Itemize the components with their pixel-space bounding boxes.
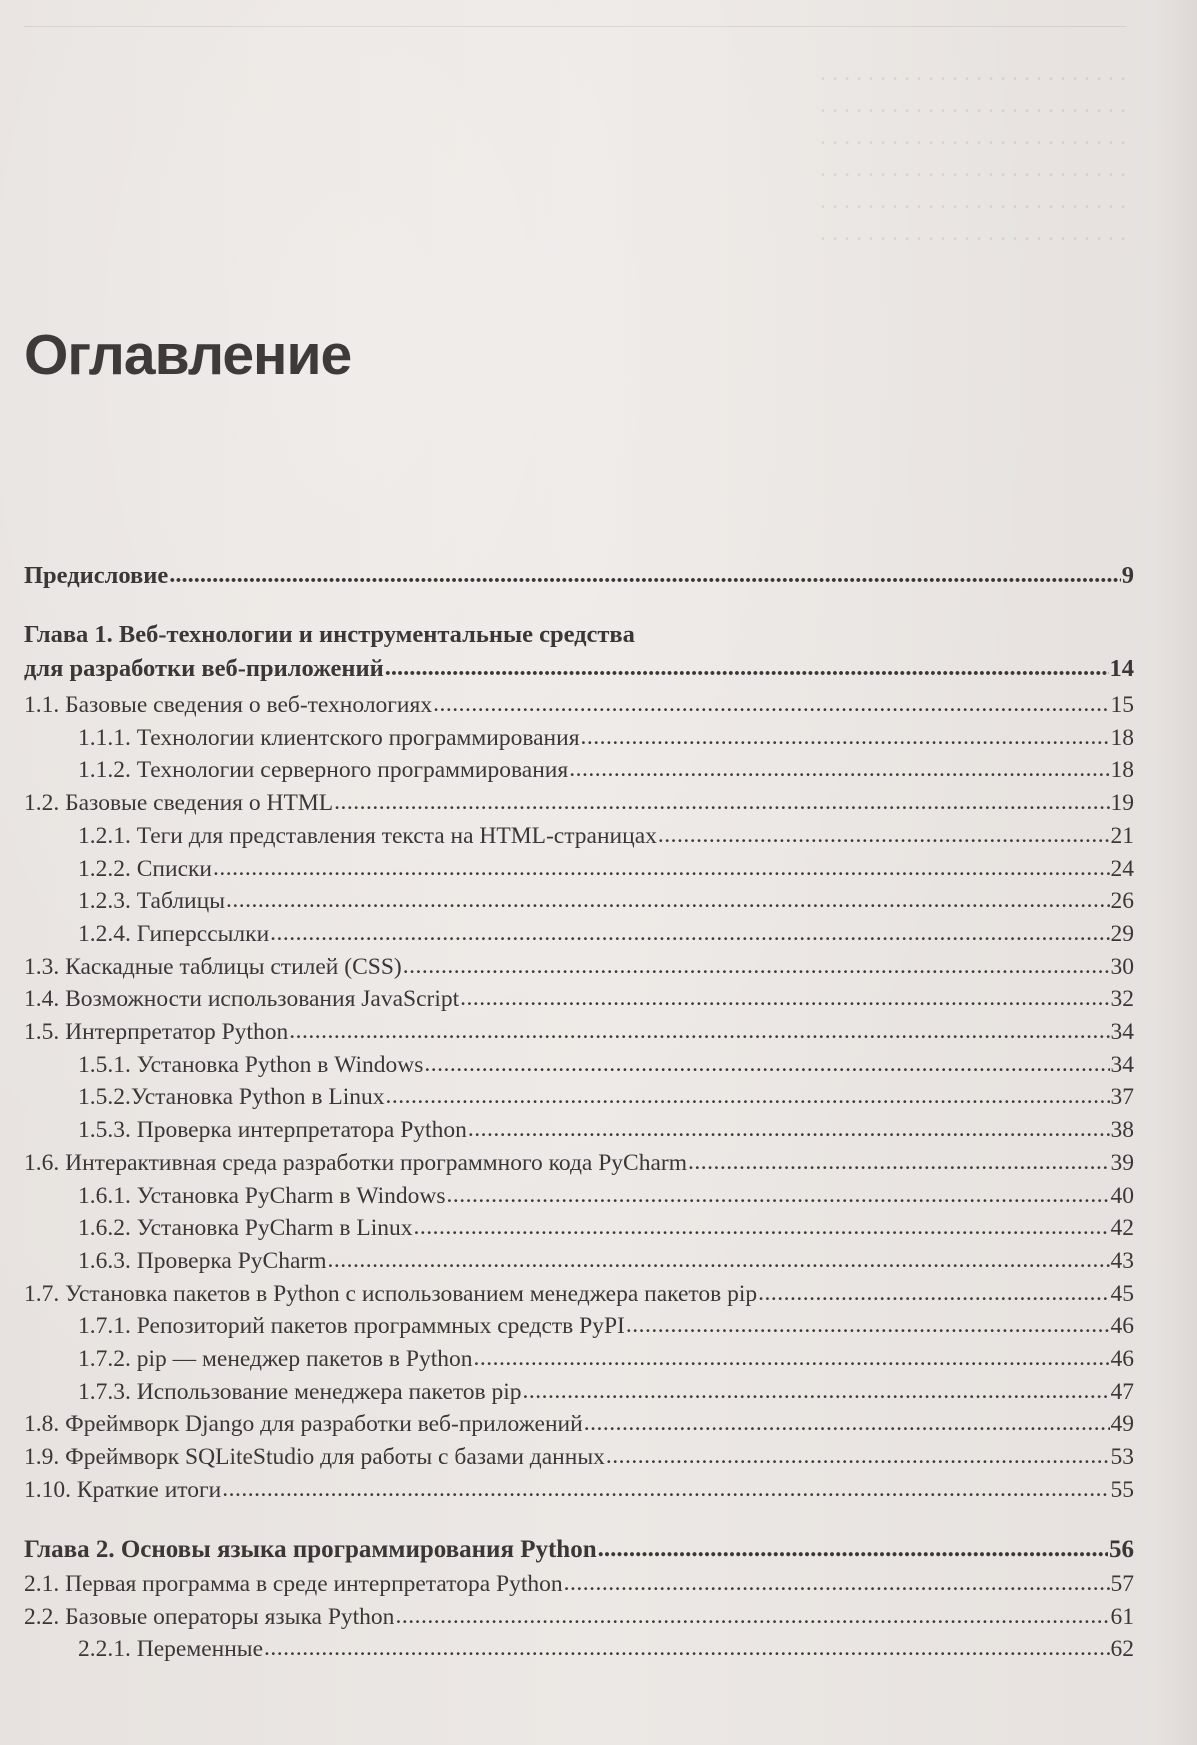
leader-dots bbox=[395, 1601, 1109, 1631]
leader-dots bbox=[523, 1376, 1110, 1406]
toc-entry[interactable] bbox=[24, 1409, 1134, 1439]
leader-dots bbox=[447, 1180, 1110, 1210]
toc-entry-label: 1.6.3. Проверка PyCharm bbox=[78, 1247, 327, 1274]
toc-entry-label: 1.6. Интерактивная среда разработки программного кода PyCharm bbox=[24, 1149, 688, 1176]
bleed-through-text: . . . . . . . . . . . . . . . . . . . . . . . . . . bbox=[820, 124, 1126, 150]
leader-dots bbox=[414, 1212, 1110, 1242]
toc-page-number: 14 bbox=[1109, 655, 1134, 682]
toc-entry-label: 1.5.1. Установка Python в Windows bbox=[78, 1051, 424, 1078]
toc-entry-label: 1.2. Базовые сведения о HTML bbox=[24, 790, 334, 817]
leader-dots bbox=[758, 1278, 1109, 1308]
toc-page-number: 37 bbox=[1110, 1084, 1134, 1111]
toc-page-number: 32 bbox=[1110, 986, 1134, 1013]
toc-entry[interactable] bbox=[24, 1017, 1134, 1047]
toc-entry-label: 1.5.2.Установка Python в Linux bbox=[78, 1084, 385, 1111]
page-edge-shadow bbox=[1157, 0, 1197, 1745]
toc-entry-label: 1.10. Краткие итоги bbox=[24, 1476, 222, 1503]
toc-entry-label: 1.6.1. Установка PyCharm в Windows bbox=[78, 1182, 446, 1209]
toc-entry[interactable] bbox=[78, 1115, 1134, 1145]
toc-page-number: 57 bbox=[1110, 1571, 1134, 1597]
toc-entry-label: 1.6.2. Установка PyCharm в Linux bbox=[78, 1215, 413, 1242]
leader-dots bbox=[385, 653, 1109, 683]
bleed-through-text: . . . . . . . . . . . . . . . . . . . . . . . . . . bbox=[820, 188, 1126, 214]
leader-dots bbox=[433, 689, 1109, 719]
toc-entry-label: 1.2.4. Гиперссылки bbox=[78, 920, 270, 947]
toc-entry[interactable] bbox=[24, 1148, 1134, 1178]
leader-dots bbox=[169, 560, 1121, 590]
toc-entry-label: 1.1. Базовые сведения о веб-технологиях bbox=[24, 692, 433, 718]
toc-entry[interactable] bbox=[24, 1442, 1134, 1472]
toc-page-number: 26 bbox=[1110, 888, 1134, 915]
toc-page-number: 45 bbox=[1110, 1280, 1134, 1307]
toc-entry[interactable] bbox=[78, 1082, 1134, 1112]
toc-entry-chapter-1[interactable] bbox=[24, 654, 1134, 684]
toc-page-number: 62 bbox=[1110, 1636, 1134, 1663]
leader-dots bbox=[460, 983, 1109, 1013]
toc-entry[interactable] bbox=[78, 1311, 1134, 1341]
toc-page-number: 29 bbox=[1110, 920, 1134, 947]
toc-entry-chapter-2[interactable] bbox=[24, 1535, 1134, 1565]
toc-page-number: 15 bbox=[1110, 692, 1134, 718]
leader-dots bbox=[264, 1633, 1109, 1663]
toc-page-number: 39 bbox=[1110, 1149, 1134, 1176]
toc-page-number: 43 bbox=[1110, 1247, 1134, 1274]
toc-entry[interactable] bbox=[78, 886, 1134, 916]
toc-entry[interactable] bbox=[24, 690, 1134, 720]
toc-entry-label: 1.2.2. Списки bbox=[78, 855, 213, 882]
leader-dots bbox=[334, 787, 1109, 817]
toc-entry-label: 1.7.3. Использование менеджера пакетов pip bbox=[78, 1378, 522, 1405]
toc-entry[interactable] bbox=[24, 788, 1134, 818]
toc-page-number: 34 bbox=[1110, 1051, 1134, 1078]
leader-dots bbox=[688, 1147, 1109, 1177]
leader-dots bbox=[213, 853, 1109, 883]
toc-entry-label: 1.8. Фреймворк Django для разработки веб-приложений bbox=[24, 1411, 583, 1438]
toc-page-number: 61 bbox=[1110, 1603, 1134, 1630]
toc-entry[interactable] bbox=[24, 1279, 1134, 1309]
leader-dots bbox=[226, 885, 1110, 915]
toc-entry[interactable] bbox=[78, 1050, 1134, 1080]
toc-entry[interactable] bbox=[24, 1602, 1134, 1632]
leader-dots bbox=[474, 1343, 1110, 1373]
toc-entry[interactable] bbox=[78, 1344, 1134, 1374]
leader-dots bbox=[222, 1474, 1109, 1504]
toc-entry-label: 2.1. Первая программа в среде интерпретатора Python bbox=[24, 1571, 563, 1597]
leader-dots bbox=[385, 1081, 1109, 1111]
toc-entry[interactable] bbox=[78, 854, 1134, 884]
toc-entry-label: 1.1.1. Технологии клиентского программирования bbox=[78, 724, 580, 751]
leader-dots bbox=[584, 1408, 1110, 1438]
toc-page-number: 30 bbox=[1110, 953, 1134, 980]
toc-entry-label: 2.2. Базовые операторы языка Python bbox=[24, 1603, 395, 1630]
toc-entry[interactable] bbox=[24, 1475, 1134, 1505]
toc-page-number: 55 bbox=[1110, 1476, 1134, 1503]
toc-page-number: 53 bbox=[1110, 1444, 1134, 1471]
toc-entry-label: 1.7.2. pip — менеджер пакетов в Python bbox=[78, 1346, 473, 1372]
toc-entry-label: 1.2.3. Таблицы bbox=[78, 888, 225, 915]
toc-entry[interactable] bbox=[78, 1213, 1134, 1243]
toc-entry-label: 1.5. Интерпретатор Python bbox=[24, 1019, 289, 1045]
toc-entry-label: 1.7. Установка пакетов в Python с использованием менеджера пакетов pip bbox=[24, 1280, 758, 1307]
toc-entry[interactable] bbox=[24, 1569, 1134, 1599]
toc-page-number: 21 bbox=[1110, 822, 1134, 849]
leader-dots bbox=[581, 722, 1110, 752]
toc-page-number: 38 bbox=[1110, 1117, 1134, 1144]
toc-page-number: 18 bbox=[1110, 724, 1134, 751]
toc-entry-label: 1.7.1. Репозиторий пакетов программных средств PyPI bbox=[78, 1313, 625, 1340]
toc-entry[interactable] bbox=[78, 723, 1134, 753]
toc-entry[interactable] bbox=[24, 984, 1134, 1014]
bleed-through-text: . . . . . . . . . . . . . . . . . . . . . . . . . . bbox=[820, 92, 1126, 118]
toc-page-number: 34 bbox=[1110, 1019, 1134, 1045]
leader-dots bbox=[564, 1568, 1110, 1598]
toc-page-number: 40 bbox=[1110, 1182, 1134, 1209]
toc-page-number: 9 bbox=[1121, 562, 1134, 589]
toc-page-number: 47 bbox=[1110, 1378, 1134, 1405]
toc-page-number: 24 bbox=[1110, 855, 1134, 882]
toc-entry[interactable] bbox=[24, 952, 1134, 982]
toc-entry-label: Предисловие bbox=[24, 562, 169, 589]
leader-dots bbox=[403, 951, 1110, 981]
toc-entry-label: 2.2.1. Переменные bbox=[78, 1636, 264, 1663]
chapter-1-title-line1[interactable]: Глава 1. Веб-технологии и инструментальные средства bbox=[24, 621, 635, 648]
leader-dots bbox=[658, 820, 1110, 850]
toc-page-number: 46 bbox=[1110, 1313, 1134, 1340]
bleed-through-text: . . . . . . . . . . . . . . . . . . . . . . . . . . bbox=[820, 60, 1126, 86]
toc-entry[interactable] bbox=[78, 1634, 1134, 1664]
leader-dots bbox=[626, 1310, 1110, 1340]
toc-entry[interactable] bbox=[78, 1246, 1134, 1276]
leader-dots bbox=[606, 1441, 1110, 1471]
toc-page-number: 42 bbox=[1110, 1215, 1134, 1242]
toc-page-number: 46 bbox=[1110, 1346, 1134, 1372]
toc-entry-label: 1.1.2. Технологии серверного программирования bbox=[78, 757, 569, 784]
toc-entry-label: для разработки веб-приложений bbox=[24, 655, 384, 682]
toc-entry-label: 1.4. Возможности использования JavaScript bbox=[24, 986, 460, 1013]
leader-dots bbox=[289, 1016, 1109, 1046]
toc-entry-label: 1.5.3. Проверка интерпретатора Python bbox=[78, 1117, 467, 1144]
toc-page-number: 19 bbox=[1110, 790, 1134, 817]
toc-entry[interactable] bbox=[78, 821, 1134, 851]
leader-dots bbox=[569, 754, 1109, 784]
leader-dots bbox=[270, 918, 1109, 948]
toc-entry-label: 1.3. Каскадные таблицы стилей (CSS) bbox=[24, 953, 402, 980]
toc-page-number: 18 bbox=[1110, 757, 1134, 784]
leader-dots bbox=[468, 1114, 1110, 1144]
toc-entry-label: 1.9. Фреймворк SQLiteStudio для работы с базами данных bbox=[24, 1444, 605, 1471]
toc-entry[interactable] bbox=[78, 1181, 1134, 1211]
leader-dots bbox=[598, 1534, 1108, 1564]
leader-dots bbox=[424, 1049, 1109, 1079]
toc-entry-preface[interactable] bbox=[24, 561, 1134, 591]
page-title: Оглавление bbox=[24, 323, 352, 387]
toc-entry[interactable] bbox=[78, 919, 1134, 949]
toc-entry-label: Глава 2. Основы языка программирования Python bbox=[24, 1536, 597, 1563]
bleed-through-text: . . . . . . . . . . . . . . . . . . . . . . . . . . bbox=[820, 220, 1126, 246]
toc-entry[interactable] bbox=[78, 1377, 1134, 1407]
bleed-through-text: . . . . . . . . . . . . . . . . . . . . . . . . . . bbox=[820, 156, 1126, 182]
bleed-through-rule bbox=[24, 26, 1127, 27]
toc-page-number: 49 bbox=[1110, 1411, 1134, 1438]
toc-entry-label: 1.2.1. Теги для представления текста на HTML-страницах bbox=[78, 822, 657, 849]
toc-entry[interactable] bbox=[78, 755, 1134, 785]
leader-dots bbox=[328, 1245, 1110, 1275]
toc-page-number: 56 bbox=[1109, 1536, 1134, 1563]
